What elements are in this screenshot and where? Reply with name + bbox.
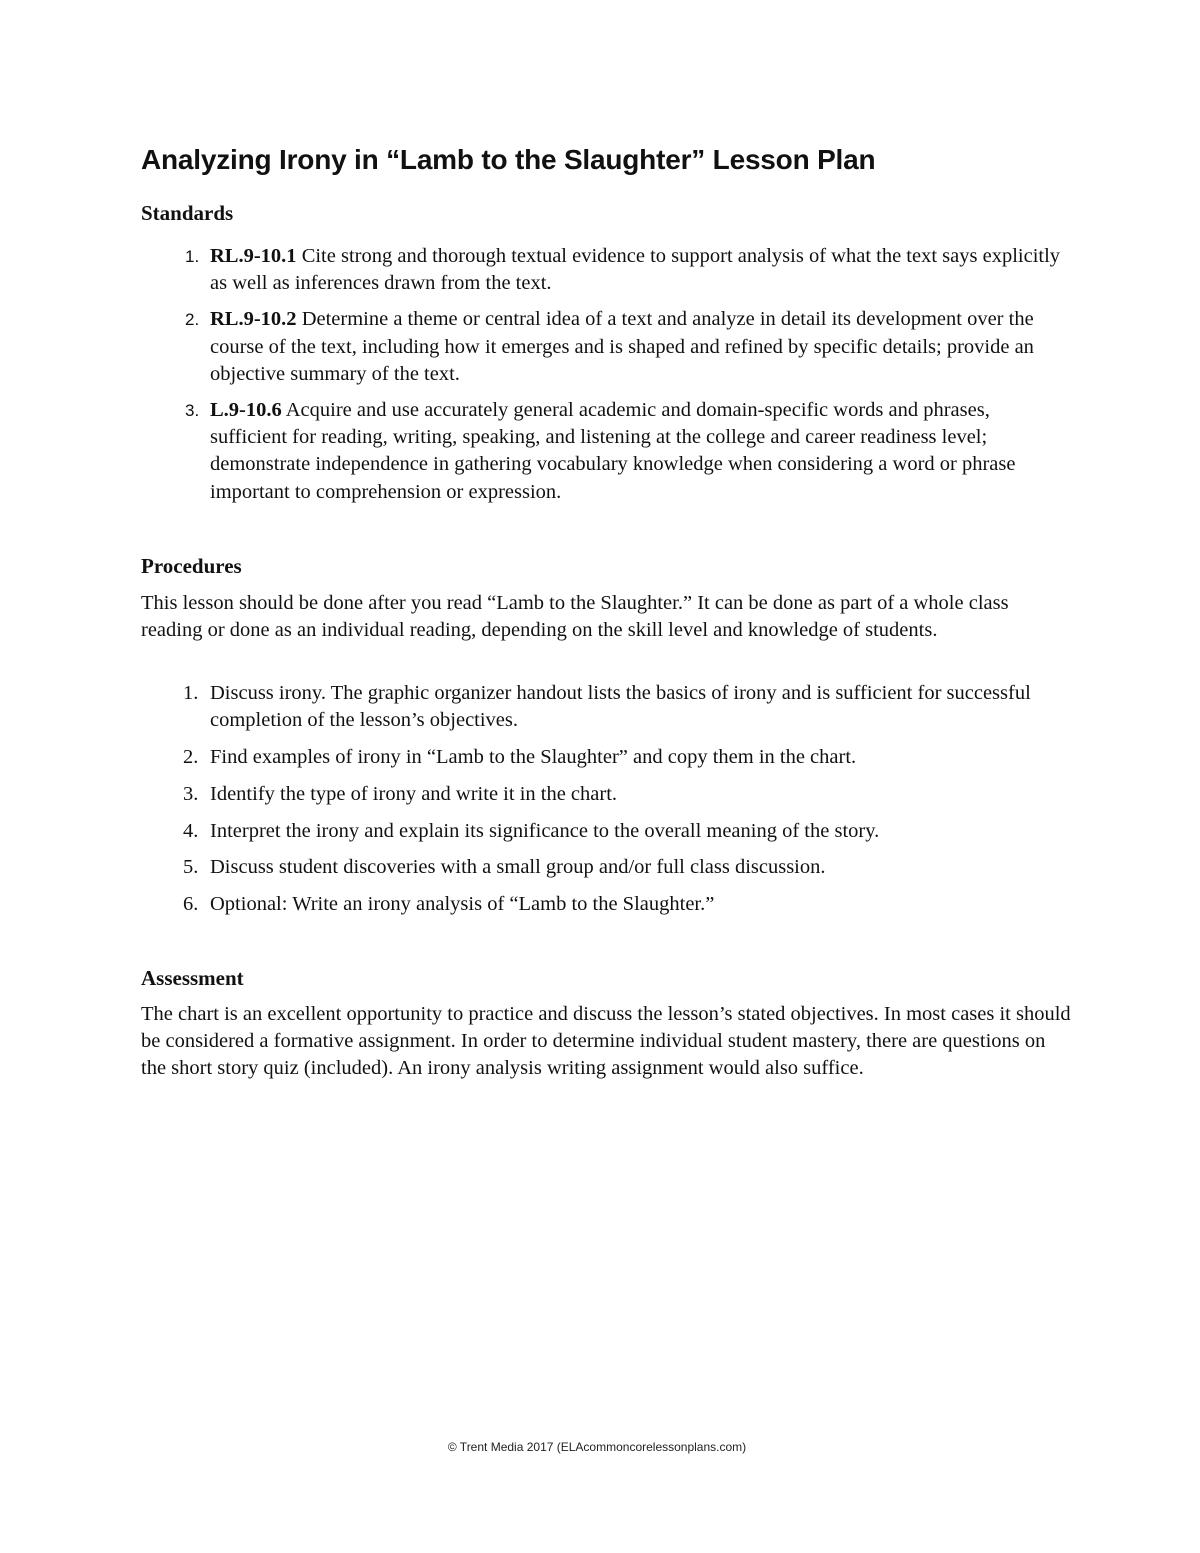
standard-item bbox=[0, 306, 1070, 388]
standards-list bbox=[0, 243, 1200, 515]
assessment-heading: Assessment bbox=[141, 966, 244, 990]
list-number: 2. bbox=[185, 310, 200, 330]
step-text: Optional: Write an irony analysis of “Lamb to the Slaughter.” bbox=[210, 893, 715, 916]
procedures-heading: Procedures bbox=[141, 554, 242, 578]
procedure-step bbox=[0, 818, 1070, 845]
step-text: Identify the type of irony and write it in the chart. bbox=[210, 782, 618, 805]
procedure-step bbox=[0, 854, 1070, 881]
list-number: 5. bbox=[183, 856, 199, 879]
list-number: 2. bbox=[183, 746, 199, 768]
footer-text: © Trent Media 2017 (ELAcommoncorelessonplans.com) bbox=[447, 1440, 747, 1454]
list-number: 3. bbox=[185, 401, 200, 421]
step-text: Interpret the irony and explain its significance to the overall meaning of the story. bbox=[210, 819, 880, 842]
list-number: 1. bbox=[183, 682, 199, 704]
procedures-list bbox=[0, 680, 1200, 928]
step-text: Discuss student discoveries with a small group and/or full class discussion. bbox=[210, 856, 826, 879]
procedure-step bbox=[0, 744, 1070, 771]
step-text: Find examples of irony in “Lamb to the Slaughter” and copy them in the chart. bbox=[210, 746, 857, 768]
standard-code: L.9-10.6 bbox=[210, 399, 282, 422]
standard-item bbox=[0, 243, 1070, 297]
list-number: 3. bbox=[183, 782, 199, 805]
standard-code: RL.9-10.1 bbox=[210, 245, 297, 267]
standard-code: RL.9-10.2 bbox=[210, 308, 297, 331]
standard-item bbox=[0, 397, 1070, 506]
standards-heading: Standards bbox=[141, 201, 234, 225]
procedure-step bbox=[0, 680, 1070, 734]
standard-text: Cite strong and thorough textual evidence to support analysis of what the text says explicitly as well as inferences drawn from the text. bbox=[210, 245, 1061, 295]
standard-text: Determine a theme or central idea of a text and analyze in detail its development over the course of the text, including how it emerges and is shaped and refined by specific details; provide an objective summary of the text. bbox=[210, 308, 1034, 385]
assessment-text: The chart is an excellent opportunity to practice and discuss the lesson’s stated objectives. In most cases it should be considered a formative assignment. In order to determine individual student mastery, there are questions on the short story quiz (included). An irony analysis writing assignment would also suffice. bbox=[141, 1003, 1071, 1080]
procedure-step bbox=[0, 891, 1070, 918]
step-text: Discuss irony. The graphic organizer handout lists the basics of irony and is sufficient for successful completion of the lesson’s objectives. bbox=[210, 682, 1031, 732]
procedure-step bbox=[0, 781, 1070, 808]
procedures-intro: This lesson should be done after you read “Lamb to the Slaughter.” It can be done as part of a whole class reading or done as an individual reading, depending on the skill level and knowledge of students. bbox=[141, 592, 1009, 642]
list-number: 1. bbox=[185, 247, 200, 266]
list-number: 6. bbox=[183, 893, 199, 916]
standard-text: Acquire and use accurately general academic and domain-specific words and phrases, sufficient for reading, writing, speaking, and listening at the college and career readiness level; demonstrate independence in gathering vocabulary knowledge when considering a word or phrase important to comprehension or expression. bbox=[210, 399, 1016, 503]
footer-copyright bbox=[0, 1439, 1200, 1455]
page-title: Analyzing Irony in “Lamb to the Slaughter” Lesson Plan bbox=[141, 144, 876, 175]
list-number: 4. bbox=[183, 819, 199, 842]
